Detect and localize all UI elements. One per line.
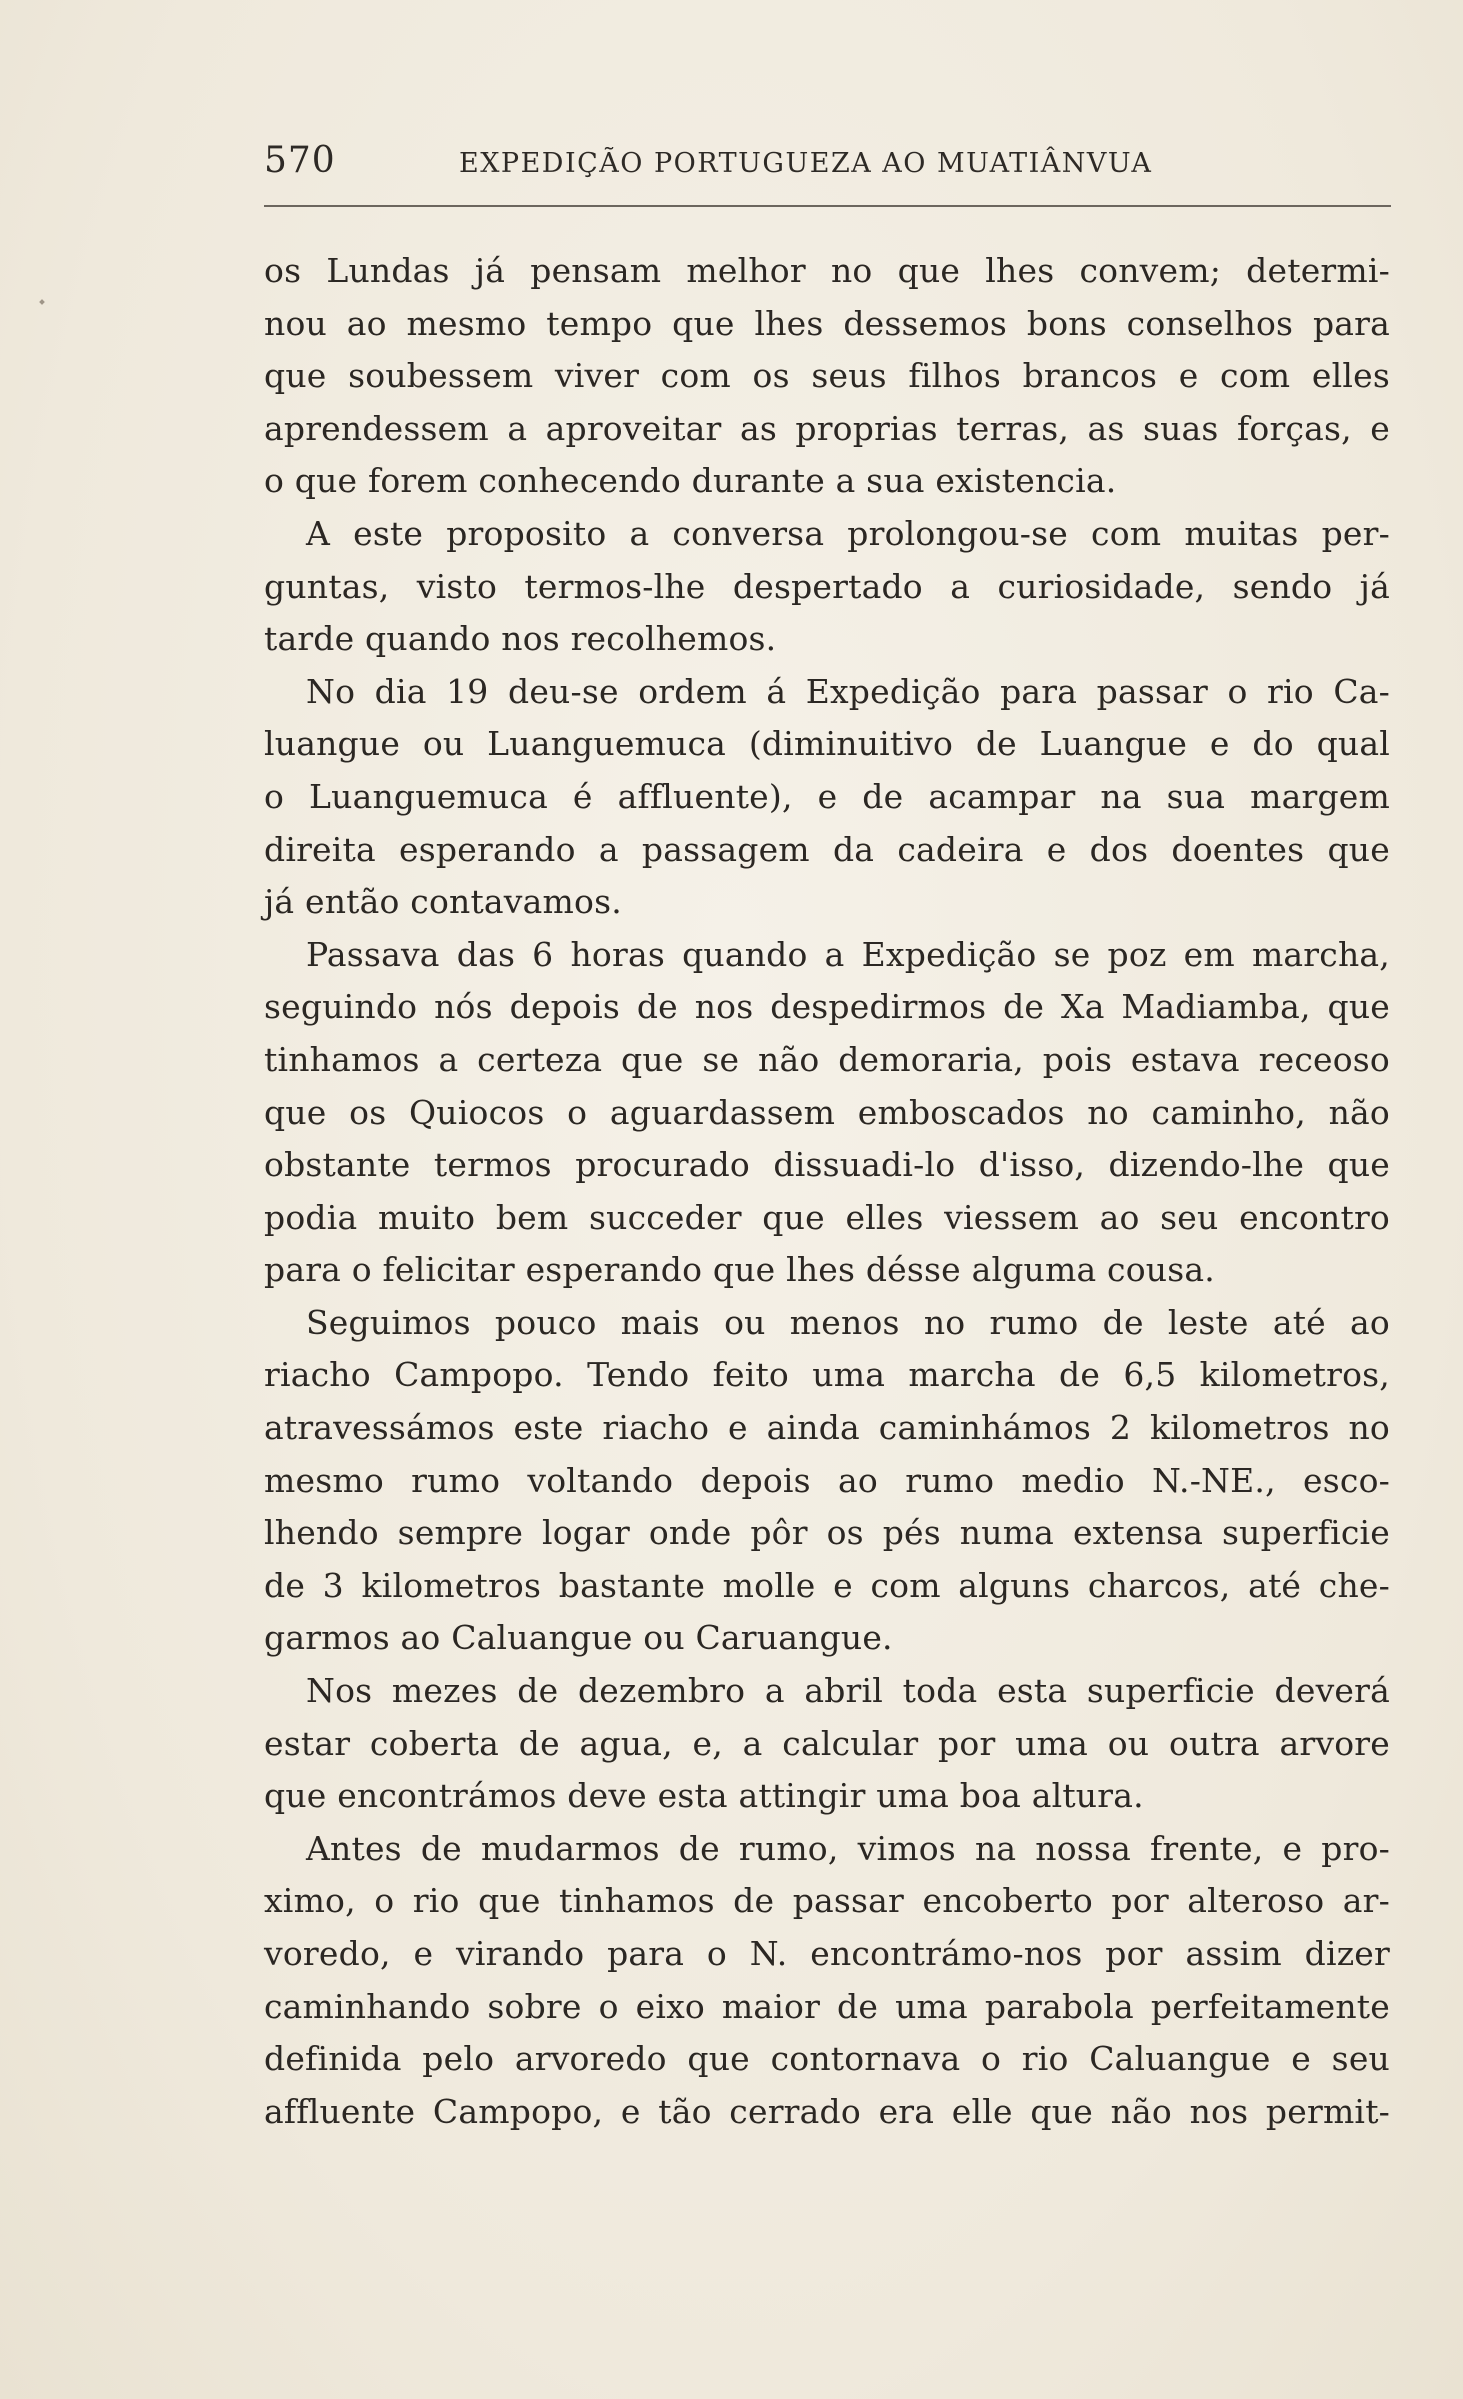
text-line: estar coberta de agua, e, a calcular por uma ou outra arvore [264,1723,1390,1763]
page-number: 570 [264,140,336,181]
text-line: tarde quando nos recolhemos. [264,619,777,659]
header-rule [264,205,1391,207]
text-line: Passava das 6 horas quando a Expedição se poz em marcha, [306,934,1390,974]
text-line: No dia 19 deu-se ordem á Expedição para passar o rio Ca- [306,671,1390,711]
text-line: atravessámos este riacho e ainda caminhámos 2 kilometros no [264,1408,1390,1448]
text-line: affluente Campopo, e tão cerrado era elle que não nos permit- [264,2091,1390,2131]
text-line: que soubessem viver com os seus filhos brancos e com elles [264,356,1390,396]
text-line: os Lundas já pensam melhor no que lhes convem; determi- [264,251,1390,290]
text-line: nou ao mesmo tempo que lhes dessemos bons conselhos para [264,303,1390,343]
text-line: Seguimos pouco mais ou menos no rumo de leste até ao [306,1302,1390,1342]
text-line: tinhamos a certeza que se não demoraria, pois estava receoso [264,1039,1390,1079]
text-line: A este proposito a conversa prolongou-se com muitas per- [306,513,1390,553]
text-line: lhendo sempre logar onde pôr os pés numa extensa superficie [264,1513,1390,1553]
text-line: definida pelo arvoredo que contornava o rio Caluangue e seu [264,2039,1390,2079]
text-line: o Luanguemuca é affluente), e de acampar na sua margem [264,776,1390,816]
text-line: voredo, e virando para o N. encontrámo-nos por assim dizer [264,1934,1390,1973]
body-text [264,245,1390,2138]
text-line: que os Quiocos o aguardassem emboscados no caminho, não [264,1092,1390,1132]
text-line: obstante termos procurado dissuadi-lo d'isso, dizendo-lhe que [264,1145,1390,1185]
page-header [264,140,1391,190]
text-line: riacho Campopo. Tendo feito uma marcha de 6,5 kilometros, [264,1355,1390,1395]
text-line: Nos mezes de dezembro a abril toda esta superficie deverá [306,1671,1390,1711]
running-title: EXPEDIÇÃO PORTUGUEZA AO MUATIÂNVUA [459,148,1153,179]
text-line: Antes de mudarmos de rumo, vimos na nossa frente, e pro- [306,1828,1390,1868]
text-line: para o felicitar esperando que lhes désse alguma cousa. [264,1250,1215,1290]
ink-speck [39,299,45,305]
text-line: seguindo nós depois de nos despedirmos de Xa Madiamba, que [264,987,1390,1027]
text-line: guntas, visto termos-lhe despertado a curiosidade, sendo já [264,566,1390,606]
text-line: podia muito bem succeder que elles viessem ao seu encontro [264,1197,1390,1237]
text-line: que encontrámos deve esta attingir uma boa altura. [264,1776,1144,1816]
text-line: luangue ou Luanguemuca (diminuitivo de Luangue e do qual [264,724,1390,764]
text-line: aprendessem a aproveitar as proprias terras, as suas forças, e [264,408,1390,448]
text-line: garmos ao Caluangue ou Caruangue. [264,1618,893,1658]
text-line: ximo, o rio que tinhamos de passar encoberto por alteroso ar- [264,1881,1390,1921]
text-line: direita esperando a passagem da cadeira e dos doentes que [264,829,1390,869]
text-line: o que forem conhecendo durante a sua existencia. [264,461,1117,501]
text-line: de 3 kilometros bastante molle e com alguns charcos, até che- [264,1565,1390,1605]
text-line: já então contavamos. [264,882,622,922]
text-line: mesmo rumo voltando depois ao rumo medio N.-NE., esco- [264,1460,1390,1500]
text-line: caminhando sobre o eixo maior de uma parabola perfeitamente [264,1986,1390,2026]
